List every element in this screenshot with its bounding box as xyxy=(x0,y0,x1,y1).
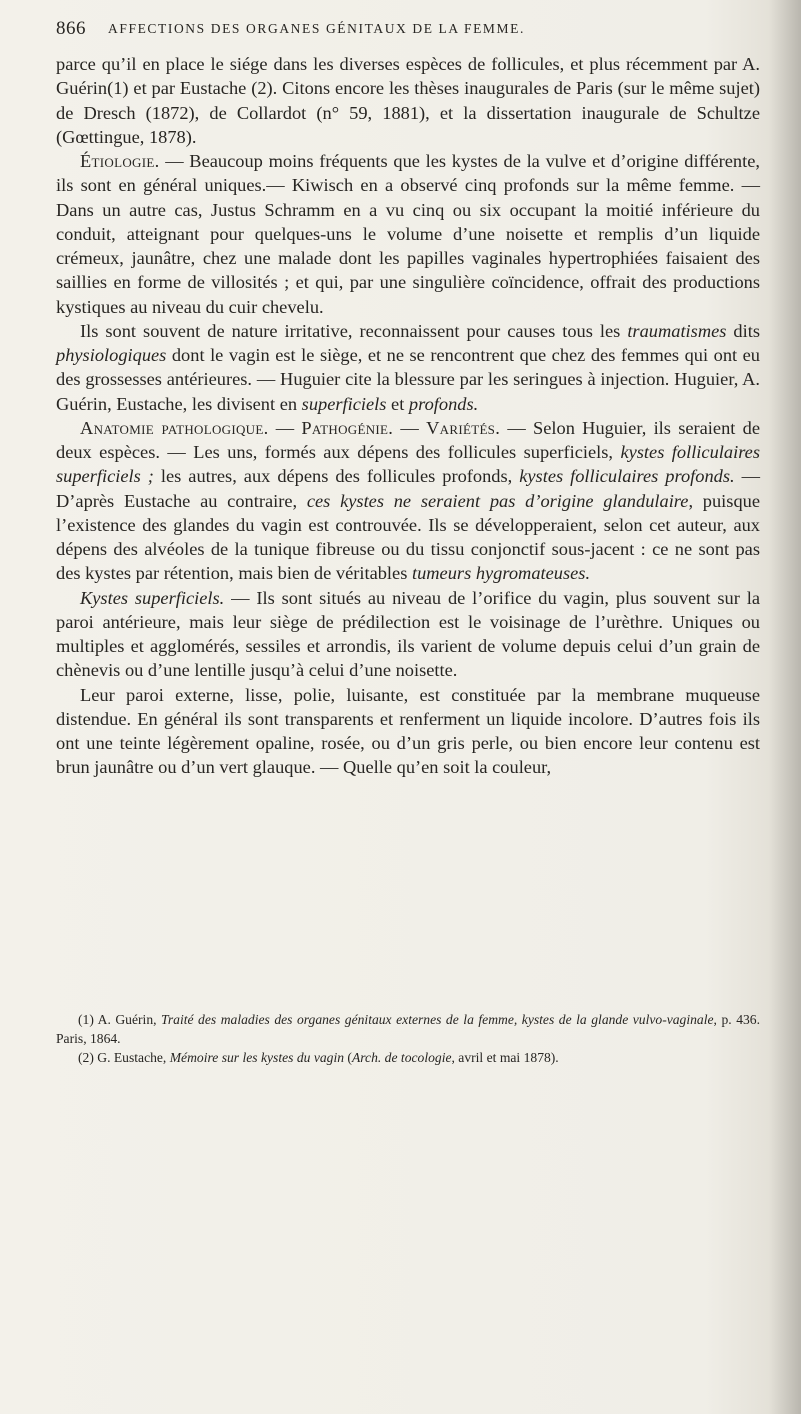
page-number: 866 xyxy=(56,18,86,39)
italic-term: physiologiques xyxy=(56,345,167,365)
footnote-text: , avril et mai 1878). xyxy=(451,1050,559,1065)
paragraph-kystes-superficiels xyxy=(56,586,760,683)
paragraph-text: — Beaucoup moins fréquents que les kystes de la vulve et d’origine différente, ils sont en général uniques.— Kiwisch en a observé cinq profonds sur la même femme. — Dans un autre cas, Justus Schramm en a vu cinq ou six occupant la moitié inférieure du conduit, atteignant pour quelques-uns le volume d’une noisette et remplis d’un liquide crémeux, jaunâtre, chez une malade dont les papilles vaginales hypertrophiées faisaient des saillies en forme de villosités ; et qui, par une singulière coïncidence, offrait des productions kystiques au niveau du cuir chevelu. xyxy=(56,151,760,317)
paragraph-etiologie xyxy=(56,149,760,319)
italic-term: profonds. xyxy=(408,393,479,414)
footnote-text: (1) A. Guérin, xyxy=(78,1012,162,1027)
footnotes xyxy=(56,1010,760,1067)
paragraph-text: Leur paroi externe, lisse, polie, luisante, est constituée par la membrane muqueuse distendue. En général ils sont transparents et renferment un liquide incolore. D’autres fois ils ont une teinte légèrement opaline, rosée, ou d’un gris perle, ou bien encore leur contenu est brun jaunâtre ou d’un vert glauque. — Quelle qu’en soit la couleur, xyxy=(56,684,760,778)
paragraph-text: — D’après Eustache au contraire, xyxy=(56,466,760,511)
italic-term: ces kystes ne seraient pas d’origine glandulaire xyxy=(306,490,689,511)
section-heading-varietes: Variétés. xyxy=(426,417,501,438)
paragraph-text: les autres, aux dépens des follicules profonds, xyxy=(153,466,520,487)
subsection-heading: Kystes superficiels. xyxy=(80,587,225,608)
footnote-2 xyxy=(56,1048,760,1067)
paragraph-text: Ils sont souvent de nature irritative, reconnaissent pour causes tous les xyxy=(80,320,628,341)
paragraph-anatomie xyxy=(56,416,760,586)
italic-term: superficiels xyxy=(301,393,387,414)
page-header xyxy=(56,18,756,44)
footnote-text: (2) G. Eustache, xyxy=(78,1050,170,1065)
paragraph-paroi xyxy=(56,683,760,780)
footnote-1 xyxy=(56,1010,760,1048)
footnote-title: Traité des maladies des organes génitaux externes de la femme, kystes de la glande vulvo-vaginale xyxy=(161,1012,714,1027)
paragraph-text: — Ils sont situés au niveau de l’orifice du vagin, plus souvent sur la paroi antérieure, mais leur siège de prédilection est le voisinage de l’urèthre. Uniques ou multiples et agglomérés, sessiles et arrondis, ils varient de volume depuis celui d’un grain de chènevis ou d’une lentille jusqu’à celui d’une noisette. xyxy=(56,587,760,681)
footnote-text: ( xyxy=(344,1050,352,1065)
paragraph-text: dont le vagin est le siège, et ne se rencontrent que chez des femmes qui ont eu des grossesses antérieures. — Huguier cite la blessure par les seringues à injection. Huguier, A. Guérin, Eustache, les divisent en xyxy=(56,345,760,414)
section-heading-anatomie: Anatomie pathologique. xyxy=(80,417,269,438)
paragraph-causes xyxy=(56,319,760,416)
paragraph-text: , puisque l’existence des glandes du vagin est controuvée. Ils se développeraient, selon cet auteur, aux dépens des alvéoles de la tunique fibreuse ou du tissu conjonctif sous-jacent : ce ne sont pas des kystes par rétention, mais bien de véritables xyxy=(56,490,761,584)
running-title: AFFECTIONS DES ORGANES GÉNITAUX DE LA FEMME. xyxy=(108,21,525,36)
footnote-title: Arch. de tocologie xyxy=(351,1050,452,1065)
paragraph-text: — Selon Huguier, ils seraient de deux espèces. — Les uns, formés aux dépens des follicules superficiels, xyxy=(56,417,760,462)
section-heading-etiologie: Étiologie. xyxy=(80,151,160,171)
separator: — xyxy=(393,417,427,438)
italic-term: kystes folliculaires superficiels ; xyxy=(56,442,760,487)
italic-term: traumatismes xyxy=(627,320,727,341)
body-text xyxy=(56,52,760,780)
italic-term: tumeurs hygromateuses. xyxy=(411,563,591,584)
separator: — xyxy=(268,417,302,438)
paragraph-text: dits xyxy=(726,320,761,341)
paragraph-text: et xyxy=(386,393,409,414)
italic-term: kystes folliculaires profonds. xyxy=(519,466,735,487)
paragraph-continuation xyxy=(56,52,760,149)
section-heading-pathogenie: Pathogénie. xyxy=(301,417,394,438)
paragraph-text: parce qu’il en place le siége dans les diverses espèces de follicules, et plus récemment par A. Guérin(1) et par Eustache (2). Citons encore les thèses inaugurales de Paris (sur le même sujet) de Dresch (1872), de Collardot (n° 59, 1881), et la dissertation inaugurale de Schultze (Gœttingue, 1878). xyxy=(56,54,760,147)
footnote-title: Mémoire sur les kystes du vagin xyxy=(169,1050,345,1065)
footnote-text: , p. 436. Paris, 1864. xyxy=(56,1012,760,1046)
